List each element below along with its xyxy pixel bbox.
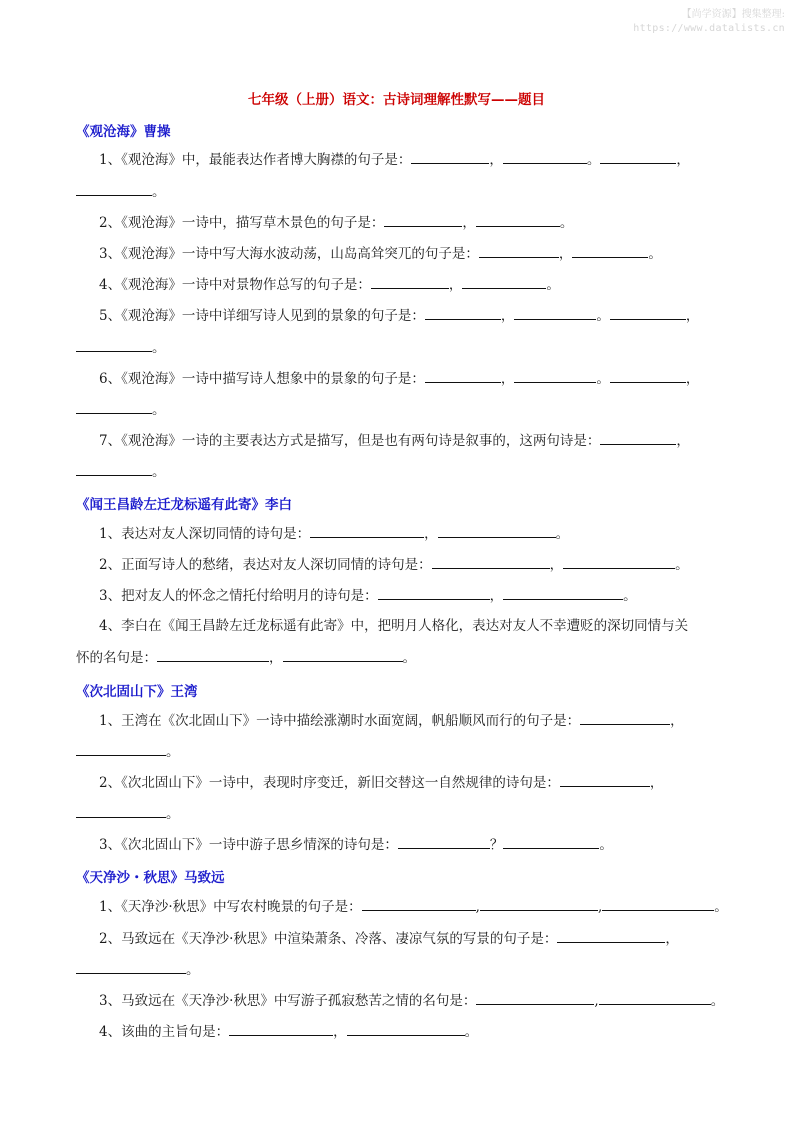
- answer-blank[interactable]: [563, 555, 675, 569]
- answer-blank[interactable]: [371, 275, 449, 289]
- question-text: 5、《观沧海》一诗中详细写诗人见到的景象的句子是：: [99, 308, 425, 324]
- answer-blank[interactable]: [557, 929, 665, 943]
- question-2-4: [99, 617, 688, 635]
- question-text: 3、《观沧海》一诗中写大海水波动荡，山岛高耸突兀的句子是：: [99, 246, 479, 262]
- answer-blank[interactable]: [347, 1022, 465, 1036]
- answer-blank[interactable]: [602, 897, 714, 911]
- question-2-1: 1、表达对友人深切同情的诗句是： ， 。: [99, 526, 570, 542]
- question-3-1: 1、王湾在《次北固山下》一诗中描绘涨潮时水面宽阔，帆船顺风而行的句子是： ，: [99, 713, 684, 729]
- question-4-2-cont: 。: [76, 960, 200, 979]
- answer-blank[interactable]: [398, 835, 490, 849]
- answer-blank[interactable]: [76, 182, 152, 196]
- question-3-2: 2、《次北固山下》一诗中，表现时序变迁，新旧交替这一自然规律的诗句是： ，: [99, 775, 664, 791]
- answer-blank[interactable]: [76, 400, 152, 414]
- question-text: 2、马致远在《天净沙·秋思》中渲染萧条、冷落、凄凉气氛的写景的句子是：: [99, 931, 558, 947]
- answer-blank[interactable]: [503, 586, 623, 600]
- answer-blank[interactable]: [425, 369, 501, 383]
- question-1-5-cont: 。: [76, 338, 166, 357]
- question-text: 1、王湾在《次北固山下》一诗中描绘涨潮时水面宽阔，帆船顺风而行的句子是：: [99, 713, 581, 729]
- question-4-1: 1、《天净沙·秋思》中写农村晚景的句子是： , , 。: [99, 899, 728, 915]
- answer-blank[interactable]: [610, 306, 686, 320]
- question-text: 2、《观沧海》一诗中，描写草木景色的句子是：: [99, 215, 385, 231]
- section-heading-tianjingsha: 《天净沙・秋思》马致远: [76, 870, 225, 886]
- answer-blank[interactable]: [378, 586, 490, 600]
- answer-blank[interactable]: [432, 555, 550, 569]
- answer-blank[interactable]: [599, 991, 711, 1005]
- answer-blank[interactable]: [503, 150, 587, 164]
- answer-blank[interactable]: [479, 244, 559, 258]
- question-2-2: 2、正面写诗人的愁绪，表达对友人深切同情的诗句是： ， 。: [99, 557, 689, 573]
- question-text: 怀的名句是：: [76, 650, 157, 666]
- question-1-2: 2、《观沧海》一诗中，描写草木景色的句子是： ， 。: [99, 215, 574, 231]
- question-4-4: 4、该曲的主旨句是： ， 。: [99, 1024, 479, 1040]
- section-heading-cibeigushanxia: 《次北固山下》王湾: [76, 684, 198, 700]
- answer-blank[interactable]: [157, 648, 269, 662]
- question-text: 7、《观沧海》一诗的主要表达方式是描写，但是也有两句诗是叙事的，这两句诗是：: [99, 433, 601, 449]
- answer-blank[interactable]: [476, 991, 594, 1005]
- answer-blank[interactable]: [480, 897, 598, 911]
- question-1-1: 1、《观沧海》中，最能表达作者博大胸襟的句子是： ， 。 ，: [99, 152, 690, 168]
- question-text: 3、马致远在《天净沙·秋思》中写游子孤寂愁苦之情的名句是：: [99, 993, 477, 1009]
- question-text: 6、《观沧海》一诗中描写诗人想象中的景象的句子是：: [99, 371, 425, 387]
- watermark: [633, 8, 785, 36]
- page-title: 七年级（上册）语文：古诗词理解性默写——题目: [248, 92, 545, 108]
- answer-blank[interactable]: [514, 306, 596, 320]
- watermark-url: https://www.datalists.cn: [633, 23, 785, 34]
- question-text: 4、李白在《闻王昌龄左迁龙标遥有此寄》中，把明月人格化，表达对友人不幸遭贬的深切同情与关: [99, 618, 689, 634]
- question-4-2: 2、马致远在《天净沙·秋思》中渲染萧条、冷落、凄凉气氛的写景的句子是： ，: [99, 931, 679, 947]
- answer-blank[interactable]: [310, 524, 424, 538]
- answer-blank[interactable]: [411, 150, 489, 164]
- answer-blank[interactable]: [384, 213, 462, 227]
- question-1-3: 3、《观沧海》一诗中写大海水波动荡，山岛高耸突兀的句子是： ， 。: [99, 246, 662, 262]
- question-text: 1、表达对友人深切同情的诗句是：: [99, 526, 311, 542]
- section-heading-guancanghai: 《观沧海》曹操: [76, 124, 171, 140]
- question-1-5: 5、《观沧海》一诗中详细写诗人见到的景象的句子是： ， 。 ，: [99, 308, 700, 324]
- question-text: 1、《观沧海》中，最能表达作者博大胸襟的句子是：: [99, 152, 412, 168]
- question-1-7-cont: 。: [76, 462, 166, 481]
- question-text: 2、正面写诗人的愁绪，表达对友人深切同情的诗句是：: [99, 557, 432, 573]
- answer-blank[interactable]: [76, 742, 166, 756]
- answer-blank[interactable]: [362, 897, 476, 911]
- answer-blank[interactable]: [438, 524, 556, 538]
- question-3-3: 3、《次北固山下》一诗中游子思乡情深的诗句是： ？ 。: [99, 837, 613, 853]
- answer-blank[interactable]: [610, 369, 686, 383]
- question-text: 2、《次北固山下》一诗中，表现时序变迁，新旧交替这一自然规律的诗句是：: [99, 775, 560, 791]
- question-1-7: 7、《观沧海》一诗的主要表达方式是描写，但是也有两句诗是叙事的，这两句诗是： ，: [99, 433, 690, 449]
- question-text: 4、《观沧海》一诗中对景物作总写的句子是：: [99, 277, 371, 293]
- answer-blank[interactable]: [283, 648, 403, 662]
- answer-blank[interactable]: [76, 338, 152, 352]
- question-2-3: 3、把对友人的怀念之情托付给明月的诗句是： ， 。: [99, 588, 637, 604]
- answer-blank[interactable]: [76, 462, 152, 476]
- watermark-source: 【尚学资源】搜集整理:: [681, 9, 785, 20]
- question-4-3: 3、马致远在《天净沙·秋思》中写游子孤寂愁苦之情的名句是： , 。: [99, 993, 725, 1009]
- section-heading-wenwangchangling: 《闻王昌龄左迁龙标遥有此寄》李白: [76, 497, 292, 513]
- answer-blank[interactable]: [600, 150, 676, 164]
- answer-blank[interactable]: [425, 306, 501, 320]
- answer-blank[interactable]: [514, 369, 596, 383]
- answer-blank[interactable]: [229, 1022, 333, 1036]
- answer-blank[interactable]: [503, 835, 599, 849]
- question-1-6-cont: 。: [76, 400, 166, 419]
- question-text: 4、该曲的主旨句是：: [99, 1024, 230, 1040]
- question-text: 3、《次北固山下》一诗中游子思乡情深的诗句是：: [99, 837, 398, 853]
- question-3-2-cont: 。: [76, 804, 180, 823]
- answer-blank[interactable]: [76, 960, 186, 974]
- question-1-6: 6、《观沧海》一诗中描写诗人想象中的景象的句子是： ， 。 ，: [99, 371, 700, 387]
- question-3-1-cont: 。: [76, 742, 180, 761]
- question-text: 3、把对友人的怀念之情托付给明月的诗句是：: [99, 588, 378, 604]
- answer-blank[interactable]: [462, 275, 546, 289]
- answer-blank[interactable]: [476, 213, 560, 227]
- question-1-4: 4、《观沧海》一诗中对景物作总写的句子是： ， 。: [99, 277, 560, 293]
- answer-blank[interactable]: [572, 244, 648, 258]
- question-text: 1、《天净沙·秋思》中写农村晚景的句子是：: [99, 899, 362, 915]
- question-1-1-cont: 。: [76, 182, 166, 201]
- answer-blank[interactable]: [560, 773, 650, 787]
- answer-blank[interactable]: [580, 711, 670, 725]
- question-2-4-cont: 怀的名句是： ， 。: [76, 650, 416, 666]
- answer-blank[interactable]: [600, 431, 676, 445]
- answer-blank[interactable]: [76, 804, 166, 818]
